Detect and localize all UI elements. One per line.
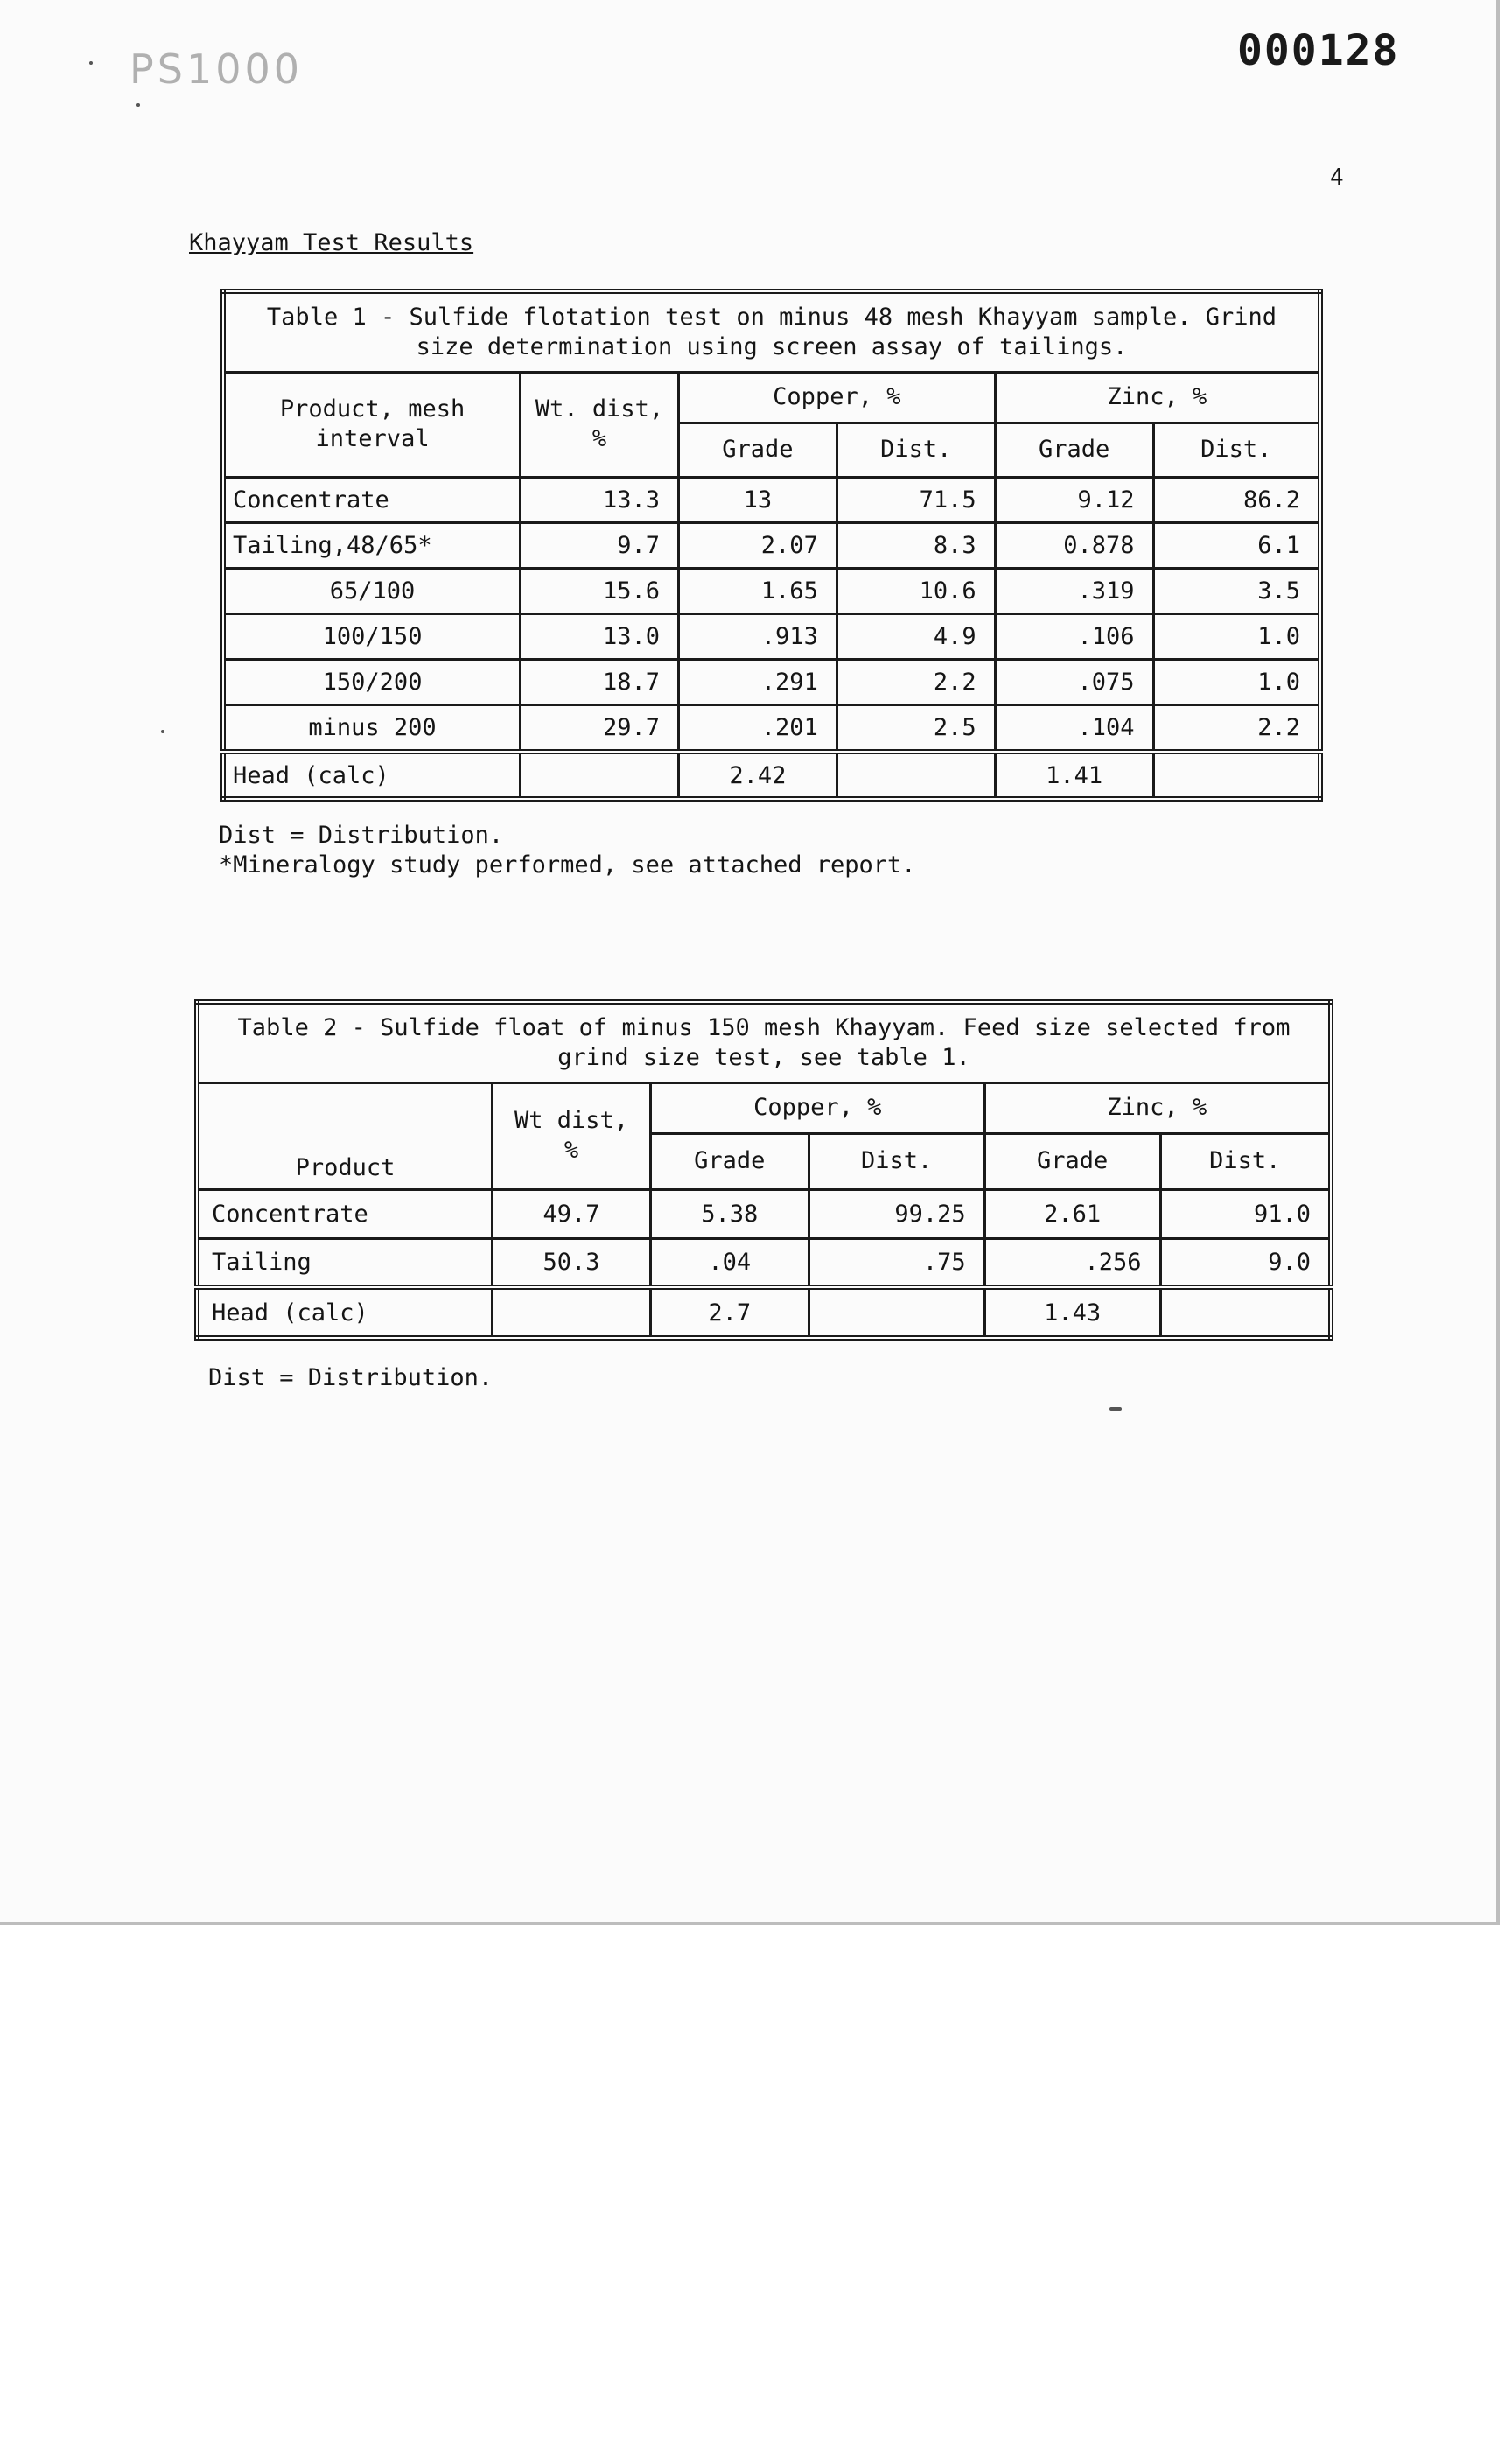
wt-dist-cell: 13.0	[521, 613, 679, 659]
cu-dist-cell: 99.25	[808, 1189, 984, 1238]
table-1-header-wt-dist: Wt. dist, %	[521, 372, 679, 477]
table-2-header-zn-dist: Dist.	[1160, 1133, 1331, 1189]
row-label: minus 200	[223, 704, 521, 752]
document-number-stamp: 000128	[1237, 26, 1400, 75]
table-row	[223, 477, 1320, 522]
cu-dist-cell: 10.6	[836, 568, 995, 613]
row-label: 150/200	[223, 659, 521, 704]
scan-speck	[1110, 1407, 1122, 1410]
wt-dist-cell: 9.7	[521, 522, 679, 568]
zn-grade-cell: .256	[984, 1238, 1160, 1287]
cu-dist-cell: 4.9	[836, 613, 995, 659]
table-1-header-product: Product, mesh interval	[223, 372, 521, 477]
cu-grade-cell: .201	[678, 704, 836, 752]
table-2-header-cu-grade: Grade	[650, 1133, 808, 1189]
table-2-header-zn-grade: Grade	[984, 1133, 1160, 1189]
zn-dist-cell: 6.1	[1153, 522, 1320, 568]
table-row	[223, 659, 1320, 704]
cu-dist-cell	[808, 1287, 984, 1338]
zn-grade-cell: 2.61	[984, 1189, 1160, 1238]
wt-dist-cell	[493, 1287, 651, 1338]
cu-grade-cell: 2.42	[678, 752, 836, 799]
cu-dist-cell: .75	[808, 1238, 984, 1287]
page-stamp-left: PS1000	[130, 46, 304, 93]
zn-dist-cell	[1160, 1287, 1331, 1338]
table-row	[223, 613, 1320, 659]
footnote-dist: Dist = Distribution.	[219, 822, 504, 849]
table-row	[223, 568, 1320, 613]
cu-grade-cell: 2.07	[678, 522, 836, 568]
table-row	[223, 704, 1320, 752]
cu-grade-cell: 1.65	[678, 568, 836, 613]
row-label: Tailing,48/65*	[223, 522, 521, 568]
wt-dist-cell: 29.7	[521, 704, 679, 752]
zn-grade-cell: .075	[995, 659, 1153, 704]
zn-grade-cell: 9.12	[995, 477, 1153, 522]
cu-grade-cell: 5.38	[650, 1189, 808, 1238]
row-label: Concentrate	[223, 477, 521, 522]
table-1-header-copper: Copper, %	[678, 372, 995, 423]
wt-dist-cell: 50.3	[493, 1238, 651, 1287]
wt-dist-cell: 18.7	[521, 659, 679, 704]
scan-speck	[136, 103, 140, 107]
table-2-notes	[208, 1363, 493, 1393]
table-2-header-wt-dist: Wt dist, %	[493, 1082, 651, 1189]
row-label: Tailing	[197, 1238, 493, 1287]
cu-grade-cell: 13	[678, 477, 836, 522]
table-2	[194, 999, 1334, 1340]
cu-grade-cell: .291	[678, 659, 836, 704]
cu-dist-cell: 8.3	[836, 522, 995, 568]
zn-dist-cell: 91.0	[1160, 1189, 1331, 1238]
cu-grade-cell: .04	[650, 1238, 808, 1287]
cu-dist-cell: 2.2	[836, 659, 995, 704]
cu-dist-cell: 2.5	[836, 704, 995, 752]
table-1-header-cu-grade: Grade	[678, 423, 836, 477]
row-label: Concentrate	[197, 1189, 493, 1238]
table-row	[223, 522, 1320, 568]
cu-grade-cell: 2.7	[650, 1287, 808, 1338]
zn-dist-cell: 9.0	[1160, 1238, 1331, 1287]
table-2-header-product: Product	[197, 1082, 493, 1189]
footnote-dist: Dist = Distribution.	[208, 1364, 494, 1391]
scan-speck	[89, 61, 93, 65]
table-1-caption: Table 1 - Sulfide flotation test on minus 48 mesh Khayyam sample. Grind size determination using screen assay of tailings.	[223, 291, 1320, 372]
zn-grade-cell: 1.41	[995, 752, 1153, 799]
zn-dist-cell: 2.2	[1153, 704, 1320, 752]
table-1-header-zn-grade: Grade	[995, 423, 1153, 477]
zn-dist-cell: 3.5	[1153, 568, 1320, 613]
wt-dist-cell	[521, 752, 679, 799]
cu-dist-cell	[836, 752, 995, 799]
table-1-header-zinc: Zinc, %	[995, 372, 1320, 423]
footnote-mineralogy: *Mineralogy study performed, see attached report.	[219, 851, 916, 878]
table-head-calc-row	[223, 752, 1320, 799]
table-2-caption: Table 2 - Sulfide float of minus 150 mesh Khayyam. Feed size selected from grind size test, see table 1.	[197, 1002, 1331, 1082]
zn-dist-cell: 1.0	[1153, 613, 1320, 659]
row-label: Head (calc)	[223, 752, 521, 799]
zn-dist-cell	[1153, 752, 1320, 799]
zn-grade-cell: 0.878	[995, 522, 1153, 568]
wt-dist-cell: 15.6	[521, 568, 679, 613]
cu-grade-cell: .913	[678, 613, 836, 659]
table-1-header-cu-dist: Dist.	[836, 423, 995, 477]
table-1-header-zn-dist: Dist.	[1153, 423, 1320, 477]
zn-grade-cell: .104	[995, 704, 1153, 752]
row-label: 65/100	[223, 568, 521, 613]
section-title: Khayyam Test Results	[189, 229, 474, 256]
zn-grade-cell: .106	[995, 613, 1153, 659]
table-2-header-cu-dist: Dist.	[808, 1133, 984, 1189]
wt-dist-cell: 49.7	[493, 1189, 651, 1238]
zn-grade-cell: 1.43	[984, 1287, 1160, 1338]
cu-dist-cell: 71.5	[836, 477, 995, 522]
wt-dist-cell: 13.3	[521, 477, 679, 522]
row-label: Head (calc)	[197, 1287, 493, 1338]
page-number: 4	[1330, 164, 1344, 191]
scan-speck	[161, 730, 164, 733]
row-label: 100/150	[223, 613, 521, 659]
table-row	[197, 1238, 1331, 1287]
table-row	[197, 1189, 1331, 1238]
table-1	[220, 289, 1323, 802]
table-2-header-zinc: Zinc, %	[984, 1082, 1331, 1133]
zn-grade-cell: .319	[995, 568, 1153, 613]
table-2-header-copper: Copper, %	[650, 1082, 984, 1133]
zn-dist-cell: 86.2	[1153, 477, 1320, 522]
table-1-notes	[219, 821, 916, 880]
table-head-calc-row	[197, 1287, 1331, 1338]
zn-dist-cell: 1.0	[1153, 659, 1320, 704]
